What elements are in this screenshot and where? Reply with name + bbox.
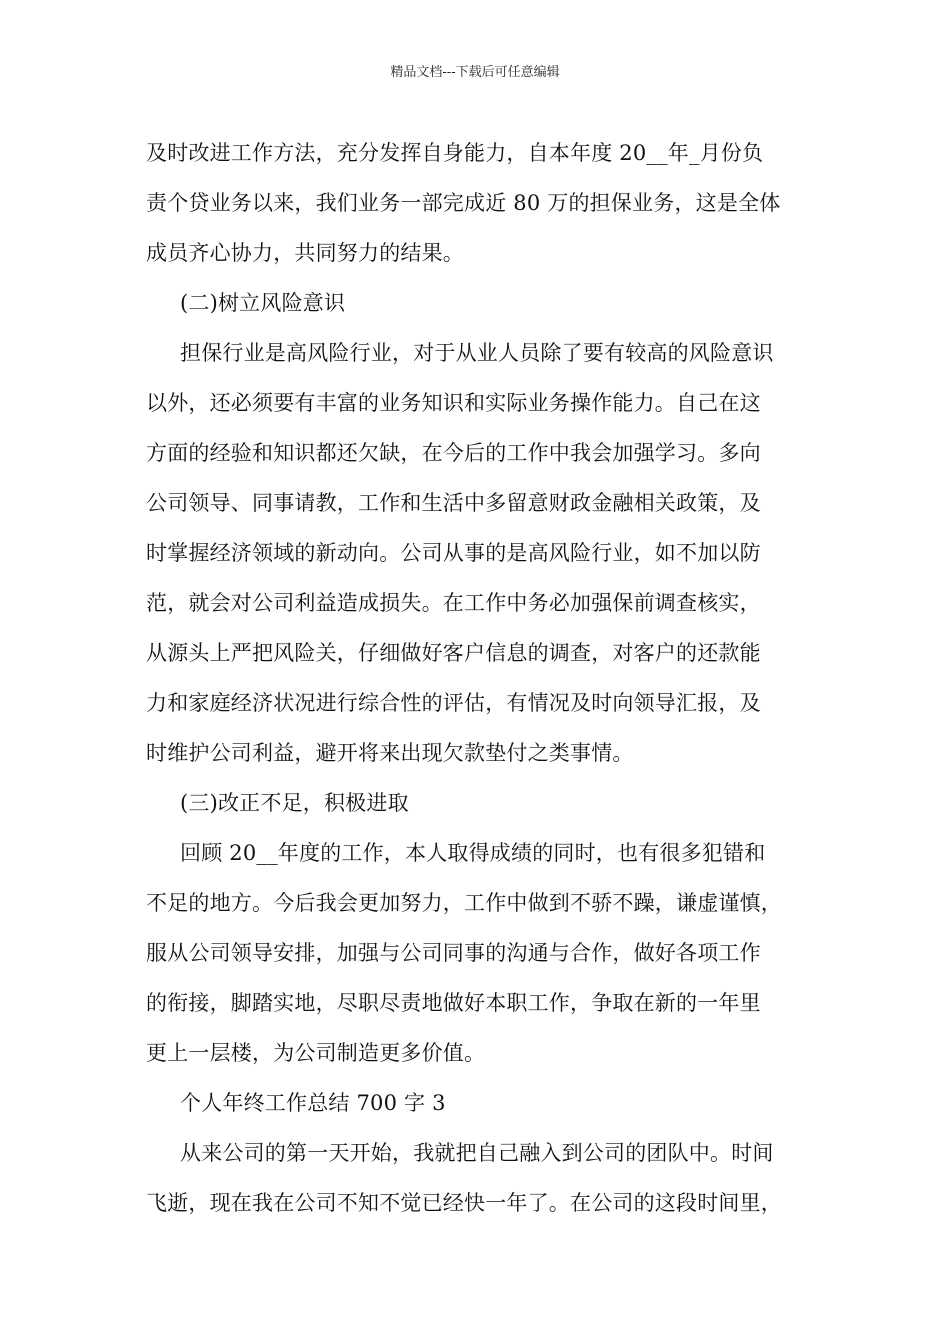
section-heading: (二)树立风险意识 xyxy=(180,291,346,315)
text-line: 责个贷业务以来，我们业务一部完成近 80 万的担保业务，这是全体 xyxy=(146,191,781,215)
text-line: 成员齐心协力，共同努力的结果。 xyxy=(146,241,464,265)
text-line: 力和家庭经济状况进行综合性的评估，有情况及时向领导汇报，及 xyxy=(146,691,761,715)
text-line: 及时改进工作方法，充分发挥自身能力，自本年度 20__年_月份负 xyxy=(146,141,764,165)
text-line: 公司领导、同事请教，工作和生活中多留意财政金融相关政策，及 xyxy=(146,491,761,515)
text-line: 担保行业是高风险行业，对于从业人员除了要有较高的风险意识 xyxy=(180,341,774,365)
text-line: 以外，还必须要有丰富的业务知识和实际业务操作能力。自己在这 xyxy=(146,391,761,415)
text-line: 范，就会对公司利益造成损失。在工作中务必加强保前调查核实， xyxy=(146,591,761,615)
text-line: 服从公司领导安排，加强与公司同事的沟通与合作，做好各项工作 xyxy=(146,941,761,965)
text-line: 不足的地方。今后我会更加努力，工作中做到不骄不躁，谦虚谨慎， xyxy=(146,891,782,915)
document-body xyxy=(146,128,826,1228)
text-line: 飞逝，现在我在公司不知不觉已经快一年了。在公司的这段时间里， xyxy=(146,1191,782,1215)
page-header: 精品文档---下载后可任意编辑 xyxy=(390,65,560,80)
text-line: 的衔接，脚踏实地，尽职尽责地做好本职工作，争取在新的一年里 xyxy=(146,991,761,1015)
text-line: 时维护公司利益，避开将来出现欠款垫付之类事情。 xyxy=(146,741,634,765)
text-line: 从源头上严把风险关，仔细做好客户信息的调查，对客户的还款能 xyxy=(146,641,761,665)
article-title: 个人年终工作总结 700 字 3 xyxy=(180,1091,446,1115)
text-line: 方面的经验和知识都还欠缺，在今后的工作中我会加强学习。多向 xyxy=(146,441,761,465)
text-line: 更上一层楼，为公司制造更多价值。 xyxy=(146,1041,486,1065)
text-line: 从来公司的第一天开始，我就把自己融入到公司的团队中。时间 xyxy=(180,1141,774,1165)
text-line: 时掌握经济领域的新动向。公司从事的是高风险行业，如不加以防 xyxy=(146,541,761,565)
text-line: 回顾 20__年度的工作，本人取得成绩的同时，也有很多犯错和 xyxy=(180,841,766,865)
section-heading: (三)改正不足，积极进取 xyxy=(180,791,409,815)
